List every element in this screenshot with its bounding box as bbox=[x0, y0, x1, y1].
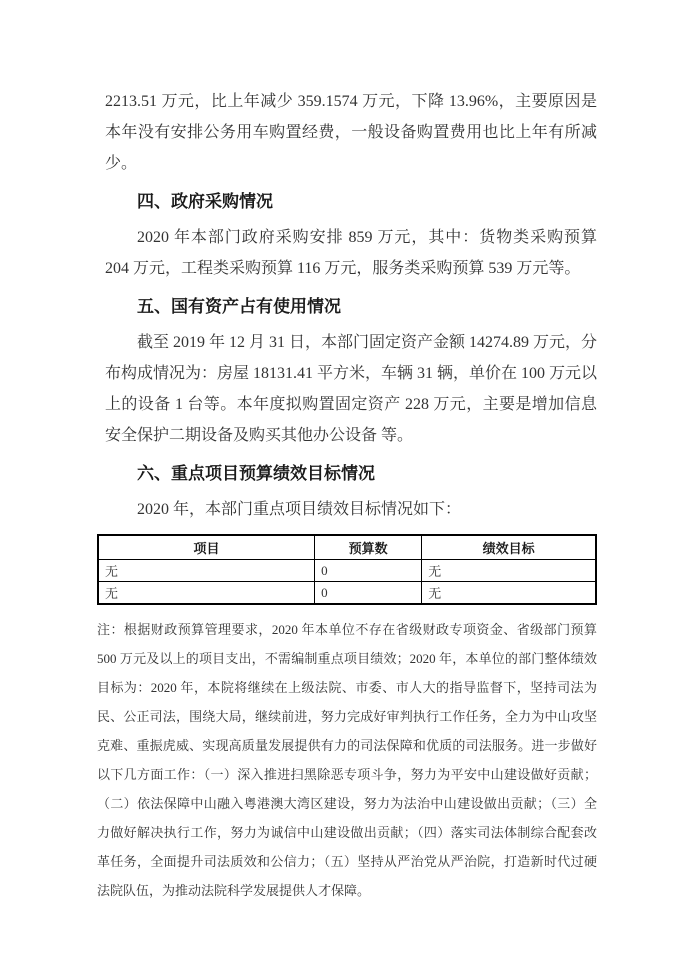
cell-project: 无 bbox=[98, 582, 315, 605]
cell-project: 无 bbox=[98, 560, 315, 582]
cell-budget-amount: 0 bbox=[315, 560, 422, 582]
column-header-performance-target: 绩效目标 bbox=[422, 535, 596, 560]
column-header-project: 项目 bbox=[98, 535, 315, 560]
key-project-intro-paragraph: 2020 年，本部门重点项目绩效目标情况如下： bbox=[137, 501, 462, 518]
carryover-paragraph: 2213.51 万元，比上年减少 359.1574 万元，下降 13.96%，主要原因是本年没有安排公务用车购置经费，一般设备购置费用也比上年有所减少。 bbox=[105, 93, 597, 172]
cell-performance-target: 无 bbox=[422, 582, 596, 605]
section-heading-state-assets: 五、国有资产占有使用情况 bbox=[137, 297, 341, 316]
column-header-budget-amount: 预算数 bbox=[315, 535, 422, 560]
table-header-row bbox=[98, 535, 596, 560]
cell-performance-target: 无 bbox=[422, 560, 596, 582]
table-row bbox=[98, 582, 596, 605]
section-heading-key-project-performance: 六、重点项目预算绩效目标情况 bbox=[137, 464, 375, 483]
note-paragraph: 注：根据财政预算管理要求，2020 年本单位不存在省级财政专项资金、省级部门预算 500 万元及以上的项目支出，不需编制重点项目绩效；2020 年，本单位的部门整体绩效目标为：2020 年，本院将继续在上级法院、市委、市人大的指导监督下，坚持司法为民、公正司法，围绕大局，继续前进，努力完成好审判执行工作任务，全力为中山攻坚克难、重振虎威、实现高质量发展提供有力的司法保障和优质的司法服务。进一步做好以下几方面工作：（一）深入推进扫黑除恶专项斗争，努力为平安中山建设做好贡献；（二）依法保障中山融入粤港澳大湾区建设，努力为法治中山建设做出贡献；（三）全力做好解决执行工作，努力为诚信中山建设做出贡献；（四）落实司法体制综合配套改革任务，全面提升司法质效和公信力；（五）坚持从严治党从严治院，打造新时代过硬法院队伍，为推动法院科学发展提供人才保障。 bbox=[97, 622, 597, 898]
section-heading-government-procurement: 四、政府采购情况 bbox=[137, 192, 273, 211]
state-assets-paragraph: 截至 2019 年 12 月 31 日，本部门固定资产金额 14274.89 万元，分布构成情况为：房屋 18131.41 平方米，车辆 31 辆，单价在 100 万元以上的设备 1 台等。本年度拟购置固定资产 228 万元，主要是增加信息安全保护二期设备及购买其他办公设备 等。 bbox=[105, 334, 598, 444]
government-procurement-paragraph: 2020 年本部门政府采购安排 859 万元，其中：货物类采购预算 204 万元，工程类采购预算 116 万元，服务类采购预算 539 万元等。 bbox=[105, 229, 597, 277]
cell-budget-amount: 0 bbox=[315, 582, 422, 605]
table-row bbox=[98, 560, 596, 582]
performance-target-table bbox=[97, 534, 597, 605]
